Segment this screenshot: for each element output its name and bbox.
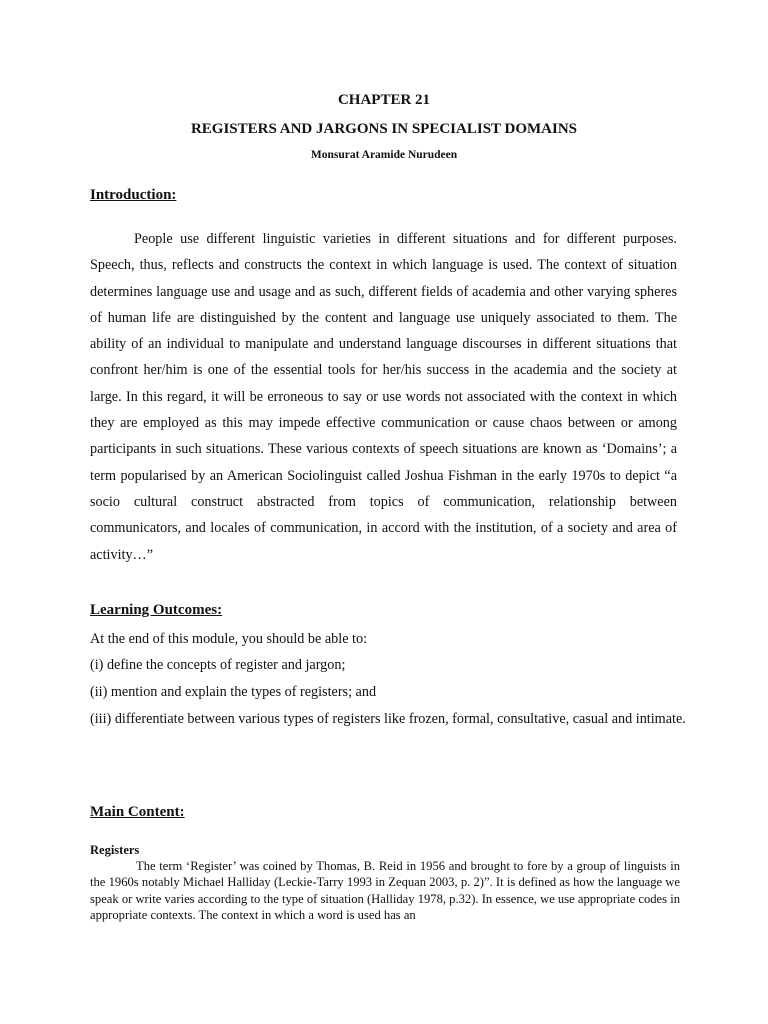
main-content-heading: Main Content: xyxy=(90,804,185,820)
chapter-title: REGISTERS AND JARGONS IN SPECIALIST DOMAINS xyxy=(190,121,578,137)
introduction-paragraph xyxy=(90,226,677,568)
introduction-heading: Introduction: xyxy=(90,187,177,203)
introduction-text: People use different linguistic varieties in different situations and for different purposes. Speech, thus, reflects and constructs the context in which language is used. The context of situation determines language use and usage and as such, different fields of academia and other varying spheres of human life are distinguished by the content and language use uniquely associated to them. The ability of an individual to manipulate and understand language discourses in different situations that confront her/him is one of the essential tools for her/his success in the academia and the society at large. In this regard, it will be erroneous to say or use words not associated with the context in which they are employed as this may impede effective communication or cause chaos between or among participants in such situations. These various contexts of speech situations are known as ‘Domains’; a term popularised by an American Sociolinguist called Joshua Fishman in the early 1970s to depict “a socio cultural construct abstracted from topics of communication, relationship between communicators, and locales of communication, in accord with the institution, of a society and area of activity…” xyxy=(90,231,677,563)
learning-outcomes-intro: At the end of this module, you should be able to: xyxy=(90,631,368,647)
registers-paragraph xyxy=(90,858,680,923)
author-name: Monsurat Aramide Nurudeen xyxy=(310,149,458,161)
registers-subheading: Registers xyxy=(90,843,140,857)
learning-outcome-item-3: (iii) differentiate between various types of registers like frozen, formal, consultative, casual and intimate. xyxy=(90,711,686,727)
learning-outcome-item-1: (i) define the concepts of register and jargon; xyxy=(90,657,346,673)
learning-outcome-item-2: (ii) mention and explain the types of registers; and xyxy=(90,684,377,700)
registers-text: The term ‘Register’ was coined by Thomas, B. Reid in 1956 and brought to fore by a group of linguists in the 1960s notably Michael Halliday (Leckie-Tarry 1993 in Zequan 2003, p. 2)”. It is defined as how the language we speak or write varies according to the type of situation (Halliday 1978, p.32). In essence, we use appropriate codes in appropriate contexts. The context in which a word is used has an xyxy=(90,859,680,922)
learning-outcomes-heading: Learning Outcomes: xyxy=(90,602,223,618)
chapter-number: CHAPTER 21 xyxy=(337,92,431,108)
